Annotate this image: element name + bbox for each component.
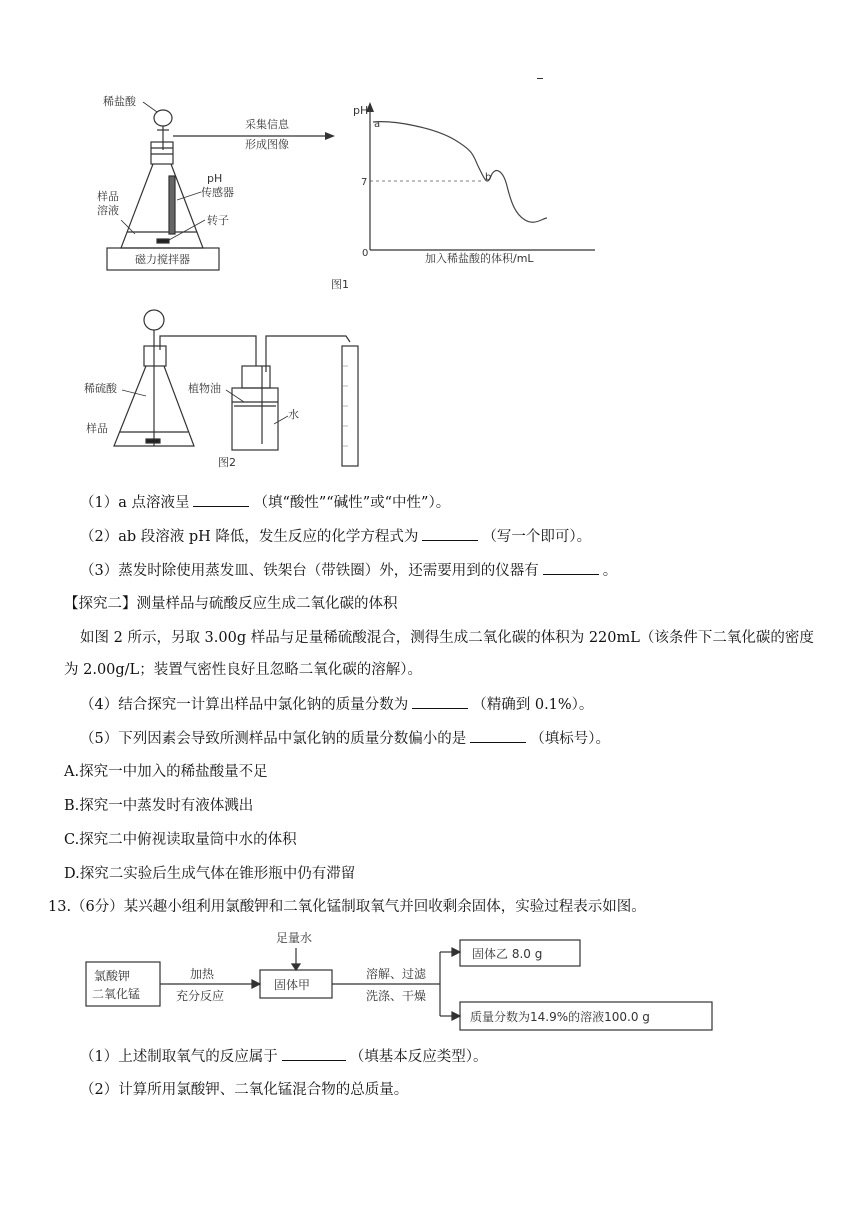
figure-2-caption: 图2: [218, 456, 236, 469]
explore-2-title: 【探究二】测量样品与硫酸反应生成二氧化碳的体积: [64, 596, 398, 612]
answer-blank-1[interactable]: [193, 492, 249, 507]
solution-label: 质量分数为14.9%的溶液100.0 g: [470, 1010, 650, 1024]
fig2-sample-label: 样品: [86, 422, 108, 435]
ph-sensor-label-2: 传感器: [201, 186, 234, 199]
fig2-water-label: 水: [288, 408, 299, 421]
explore-2-text-1: 如图 2 所示，另取 3.00g 样品与足量稀硫酸混合，测得生成二氧化碳的体积为 220mL（该条件下二氧化碳的密度: [80, 630, 814, 646]
ph-graph: [353, 102, 595, 265]
bottle: [232, 388, 278, 450]
tick-7-label: 7: [361, 177, 368, 188]
figure-1: [95, 90, 615, 300]
sample-label-2: 溶液: [97, 204, 119, 217]
question-13: 13.（6分）某兴趣小组利用氯酸钾和二氧化锰制取氧气并回收剩余固体，实验过程表示如图。: [48, 899, 646, 915]
question-5: （5）下列因素会导致所测样品中氯化钠的质量分数偏小的是 （填标号）。: [80, 728, 610, 749]
water-label: 足量水: [276, 931, 313, 945]
point-b-label: b: [485, 172, 492, 183]
question-13-1: （1）上述制取氧气的反应属于 （填基本反应类型）。: [80, 1046, 487, 1067]
connect-tube-1: [160, 336, 256, 366]
x-axis-label: 加入稀盐酸的体积/mL: [425, 252, 534, 265]
ph-sensor-label-1: pH: [207, 172, 223, 185]
answer-blank-4[interactable]: [412, 694, 468, 709]
collect-text-1: 采集信息: [245, 118, 289, 131]
fig2-oil-label: 植物油: [188, 382, 221, 395]
answer-blank-5[interactable]: [470, 728, 526, 743]
y-axis-label: pH: [353, 104, 369, 117]
collect-text-2: 形成图像: [245, 138, 289, 151]
option-d: D.探究二实验后生成气体在锥形瓶中仍有滞留: [64, 866, 356, 882]
question-2: （2）ab 段溶液 pH 降低，发生反应的化学方程式为 （写一个即可）。: [80, 526, 591, 547]
flow-diagram: [80, 922, 720, 1032]
start-label-2: 二氧化锰: [92, 987, 141, 1001]
process-label-1: 溶解、过滤: [366, 967, 427, 981]
origin-label: 0: [362, 248, 369, 259]
option-a: A.探究一中加入的稀盐酸量不足: [64, 764, 268, 780]
figure-2: [84, 306, 384, 476]
process-label-2: 洗涤、干燥: [366, 989, 427, 1003]
answer-blank-3[interactable]: [543, 560, 599, 575]
option-b: B.探究一中蒸发时有液体溅出: [64, 798, 254, 814]
explore-2-text-2: 为 2.00g/L；装置气密性良好且忽略二氧化碳的溶解）。: [64, 662, 422, 678]
solid-b-label: 固体乙 8.0 g: [472, 947, 543, 961]
option-c: C.探究二中俯视读取量筒中水的体积: [64, 832, 297, 848]
rotor-label: 转子: [207, 214, 229, 227]
fig2-acid-label: 稀硫酸: [84, 382, 117, 395]
connect-tube-2: [266, 336, 350, 372]
ph-curve: [373, 122, 547, 223]
answer-blank-13-1[interactable]: [282, 1046, 346, 1061]
heat-label-2: 充分反应: [176, 989, 225, 1003]
heat-label-1: 加热: [190, 967, 215, 981]
question-1: （1）a 点溶液呈 （填“酸性”“碱性”或“中性”）。: [80, 492, 450, 513]
point-a-label: a: [374, 119, 381, 130]
sample-label-1: 样品: [97, 190, 119, 203]
solid-a-label: 固体甲: [274, 978, 311, 992]
question-3: （3）蒸发时除使用蒸发皿、铁架台（带铁圈）外，还需要用到的仪器有 。: [80, 560, 617, 581]
question-4: （4）结合探究一计算出样品中氯化钠的质量分数为 （精确到 0.1%）。: [80, 694, 593, 715]
answer-blank-2[interactable]: [422, 526, 478, 541]
figure-1-caption: 图1: [331, 278, 349, 291]
page-mark: [537, 78, 543, 79]
acid-label: 稀盐酸: [103, 95, 136, 108]
funnel-bulb: [144, 310, 164, 330]
separatory-funnel: [154, 110, 172, 150]
question-13-2: （2）计算所用氯酸钾、二氧化锰混合物的总质量。: [80, 1082, 409, 1098]
stirrer-label: 磁力搅拌器: [135, 253, 190, 266]
start-label-1: 氯酸钾: [94, 969, 131, 983]
